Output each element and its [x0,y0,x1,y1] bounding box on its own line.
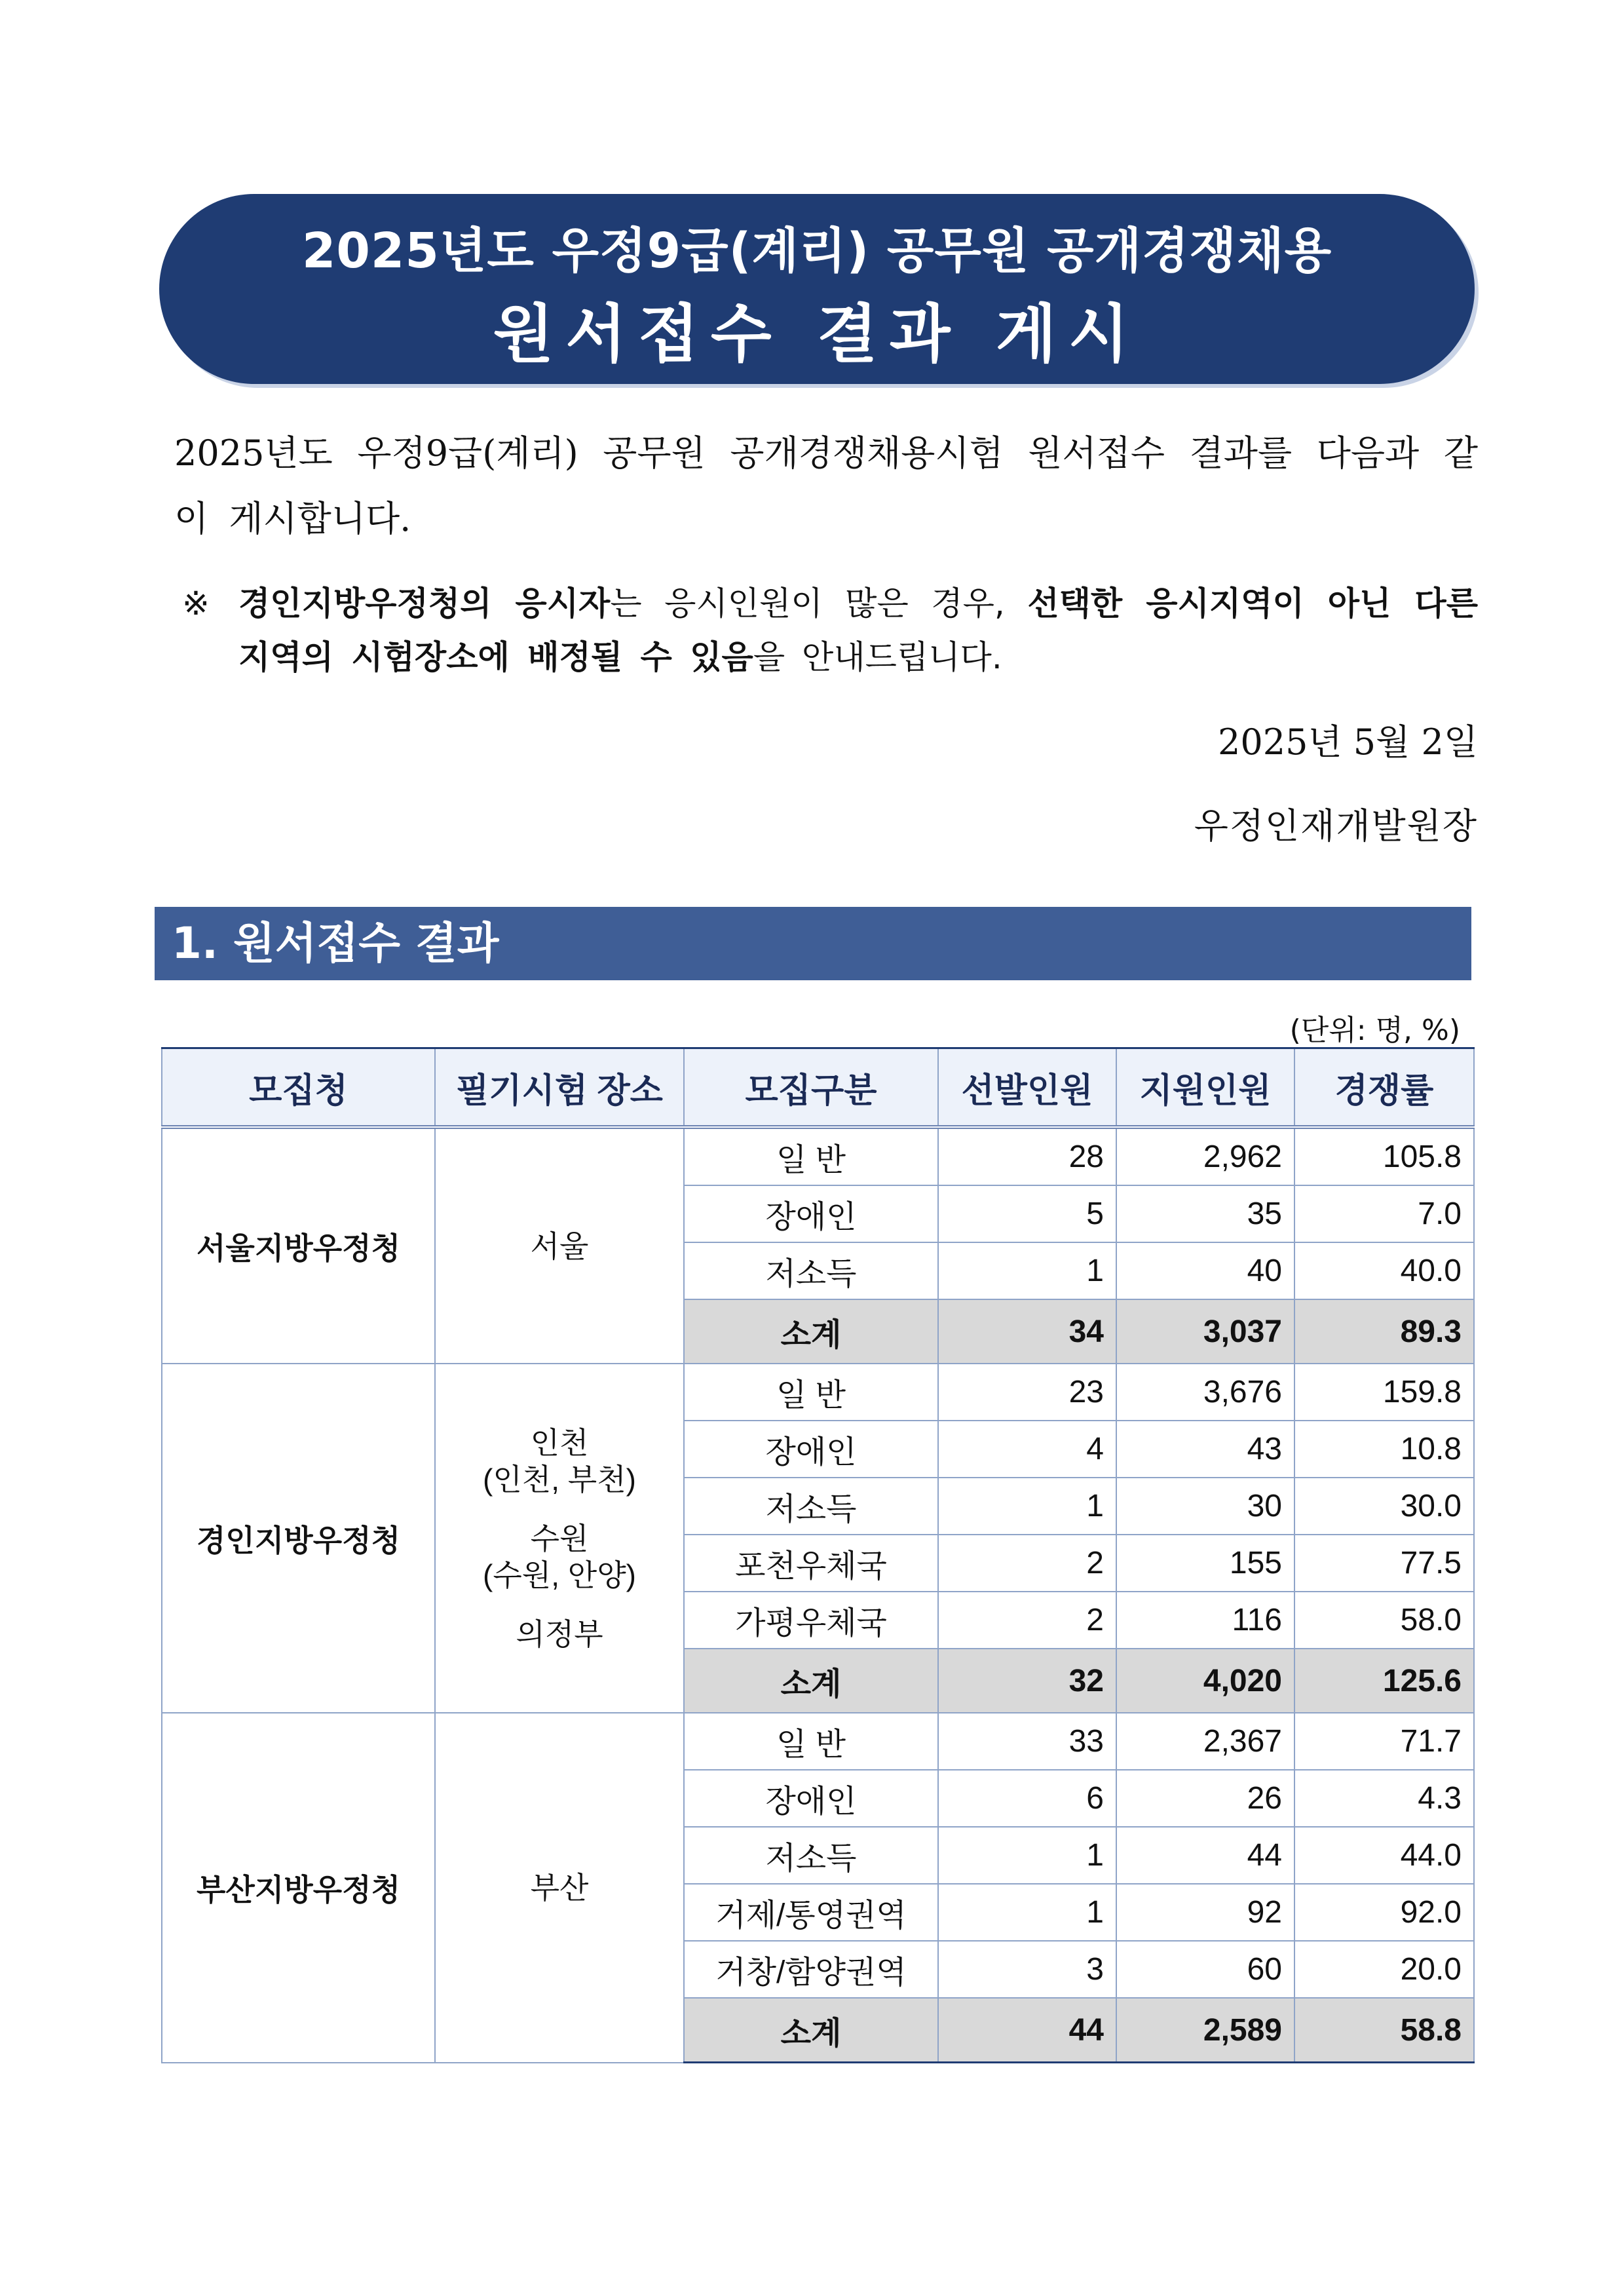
header-cell: 모집청 [162,1048,435,1128]
intro-paragraph: 2025년도 우정9급(계리) 공무원 공개경쟁채용시험 원서접수 결과를 다음과 같이 게시합니다. [174,432,1478,539]
title-line-2: 원서접수 결과 게시 [493,297,1141,371]
header-cell: 지원인원 [1116,1048,1294,1128]
applicant-count-cell: 3,676 [1116,1364,1294,1421]
competition-rate-cell: 77.5 [1294,1535,1474,1592]
agency-cell: 부산지방우정청 [162,1713,435,2063]
selected-count-cell: 1 [938,1827,1116,1884]
category-cell: 저소득 [684,1478,938,1535]
category-cell: 저소득 [684,1242,938,1299]
location-line: (인천, 부천) [483,1462,636,1497]
competition-rate-cell: 58.8 [1294,1998,1474,2063]
competition-rate-cell: 40.0 [1294,1242,1474,1299]
title-line-1: 2025년도 우정9급(계리) 공무원 공개경쟁채용 [301,223,1332,279]
section-title: 1. 원서접수 결과 [155,907,1471,980]
notice-bold-2: 선택한 응시지역이 아닌 다른 지역의 시험장소에 배정될 수 있음 [238,584,1479,676]
applicant-count-cell: 60 [1116,1941,1294,1998]
applicant-count-cell: 2,962 [1116,1127,1294,1185]
notice-text-1: 는 응시인원이 많은 경우, [610,584,1028,622]
applicant-count-cell: 4,020 [1116,1649,1294,1713]
selected-count-cell: 33 [938,1713,1116,1770]
category-cell: 소계 [684,1649,938,1713]
applicant-count-cell: 92 [1116,1884,1294,1941]
category-cell: 장애인 [684,1770,938,1827]
applicant-count-cell: 26 [1116,1770,1294,1827]
applicant-count-cell: 155 [1116,1535,1294,1592]
applicant-count-cell: 35 [1116,1185,1294,1242]
header-cell: 선발인원 [938,1048,1116,1128]
competition-rate-cell: 71.7 [1294,1713,1474,1770]
selected-count-cell: 1 [938,1478,1116,1535]
publish-date: 2025년 5월 2일 [1218,721,1478,763]
competition-rate-cell: 20.0 [1294,1941,1474,1998]
selected-count-cell: 34 [938,1299,1116,1364]
agency-cell: 서울지방우정청 [162,1127,435,1364]
applicant-count-cell: 2,589 [1116,1998,1294,2063]
category-cell: 일 반 [684,1364,938,1421]
competition-rate-cell: 92.0 [1294,1884,1474,1941]
category-cell: 거제/통영권역 [684,1884,938,1941]
category-cell: 포천우체국 [684,1535,938,1592]
category-cell: 가평우체국 [684,1592,938,1649]
reference-mark: ※ [182,584,210,622]
selected-count-cell: 6 [938,1770,1116,1827]
category-cell: 장애인 [684,1421,938,1478]
applicant-count-cell: 40 [1116,1242,1294,1299]
unit-note: (단위: 명, %) [1289,1014,1460,1047]
title-banner [159,194,1475,384]
selected-count-cell: 3 [938,1941,1116,1998]
category-cell: 저소득 [684,1827,938,1884]
location-line: 수원 [530,1521,589,1556]
applicant-count-cell: 43 [1116,1421,1294,1478]
selected-count-cell: 44 [938,1998,1116,2063]
table-header-row [162,1048,1474,1128]
table-row [162,1713,1474,1770]
category-cell: 거창/함양권역 [684,1941,938,1998]
category-cell: 소계 [684,1998,938,2063]
competition-rate-cell: 105.8 [1294,1127,1474,1185]
exam-location-cell [435,1713,684,2063]
selected-count-cell: 2 [938,1535,1116,1592]
applicant-count-cell: 2,367 [1116,1713,1294,1770]
header-cell: 필기시험 장소 [435,1048,684,1128]
competition-rate-cell: 10.8 [1294,1421,1474,1478]
competition-rate-cell: 89.3 [1294,1299,1474,1364]
selected-count-cell: 28 [938,1127,1116,1185]
exam-location-cell [435,1364,684,1713]
category-cell: 일 반 [684,1713,938,1770]
location-line: (수원, 안양) [483,1558,636,1592]
competition-rate-cell: 159.8 [1294,1364,1474,1421]
location-line: 서울 [530,1229,589,1263]
competition-rate-cell: 30.0 [1294,1478,1474,1535]
exam-location-cell [435,1127,684,1364]
selected-count-cell: 2 [938,1592,1116,1649]
notice-bold-1: 경인지방우정청의 응시자 [238,584,611,622]
applicant-count-cell: 3,037 [1116,1299,1294,1364]
table-row [162,1364,1474,1421]
category-cell: 일 반 [684,1127,938,1185]
selected-count-cell: 32 [938,1649,1116,1713]
table-row [162,1127,1474,1185]
notice-text-2: 을 안내드립니다. [753,638,1002,676]
applicant-count-cell: 30 [1116,1478,1294,1535]
agency-cell: 경인지방우정청 [162,1364,435,1713]
results-table [161,1047,1475,2063]
category-cell: 소계 [684,1299,938,1364]
selected-count-cell: 5 [938,1185,1116,1242]
notice-paragraph [182,577,1478,684]
selected-count-cell: 23 [938,1364,1116,1421]
location-line: 의정부 [516,1617,603,1651]
location-line: 부산 [530,1870,589,1905]
location-line: 인천 [530,1425,589,1460]
issuer: 우정인재개발원장 [1194,805,1478,847]
selected-count-cell: 1 [938,1884,1116,1941]
table-body [162,1127,1474,2063]
competition-rate-cell: 58.0 [1294,1592,1474,1649]
competition-rate-cell: 125.6 [1294,1649,1474,1713]
competition-rate-cell: 44.0 [1294,1827,1474,1884]
applicant-count-cell: 44 [1116,1827,1294,1884]
header-cell: 모집구분 [684,1048,938,1128]
category-cell: 장애인 [684,1185,938,1242]
header-cell: 경쟁률 [1294,1048,1474,1128]
competition-rate-cell: 7.0 [1294,1185,1474,1242]
competition-rate-cell: 4.3 [1294,1770,1474,1827]
selected-count-cell: 1 [938,1242,1116,1299]
applicant-count-cell: 116 [1116,1592,1294,1649]
selected-count-cell: 4 [938,1421,1116,1478]
notice-text [238,577,1478,684]
